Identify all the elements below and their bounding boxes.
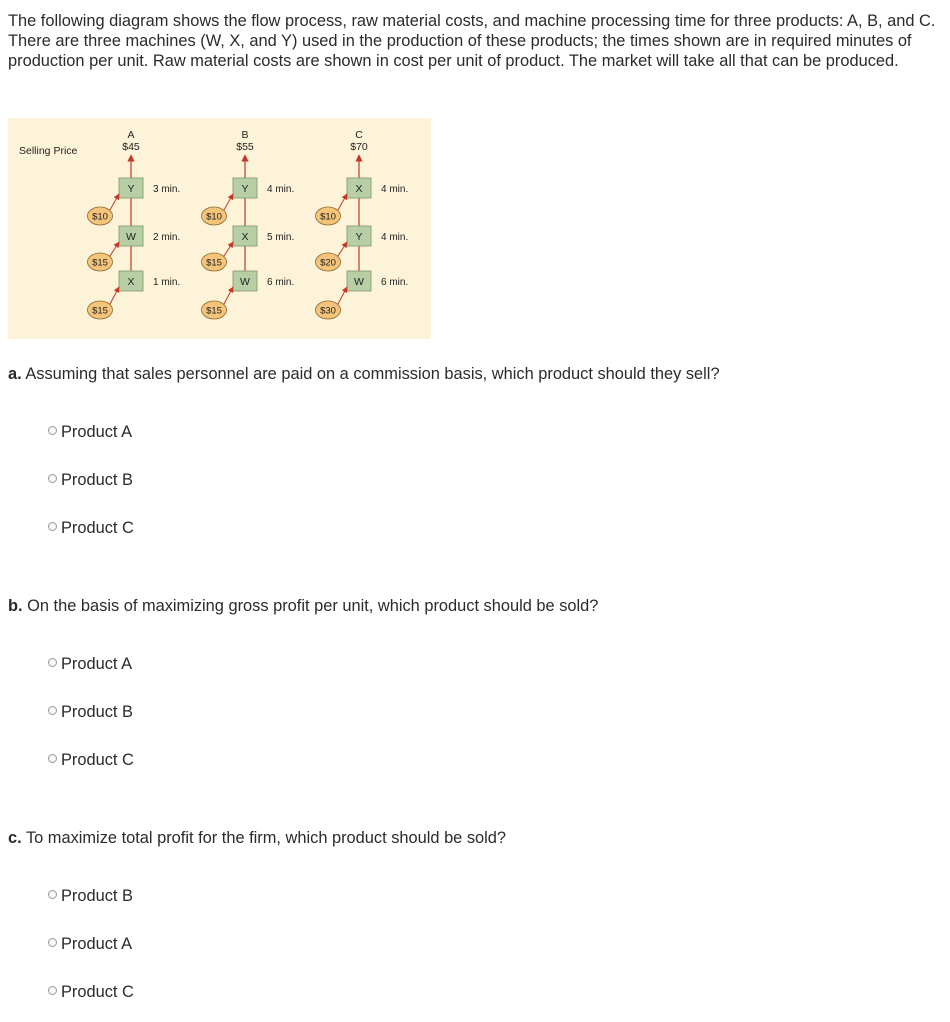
radio-button[interactable] <box>48 890 57 899</box>
processing-time: 4 min. <box>381 184 409 195</box>
radio-button[interactable] <box>48 986 57 995</box>
question-c-option-3[interactable]: Product C <box>48 983 134 1002</box>
intro-text: The following diagram shows the flow process, raw material costs, and machine processing time for three products: A, B, and C. There are three machines (W, X, and Y) used in the production of these products; the times shown are in required minutes of production per unit. Raw material costs are shown in cost per unit of product. The market will take all that can be produced. <box>8 12 936 70</box>
machine-y-label: Y <box>355 231 363 243</box>
question-a-option-2[interactable]: Product B <box>48 471 133 490</box>
selling-price-label: Selling Price <box>19 145 78 157</box>
radio-button[interactable] <box>48 754 57 763</box>
material-arrow <box>224 287 233 304</box>
material-arrow <box>224 242 233 256</box>
radio-button[interactable] <box>48 658 57 667</box>
product-b-price: $55 <box>236 141 254 153</box>
material-cost-label: $10 <box>92 211 108 223</box>
material-arrow <box>110 242 119 256</box>
product-c-name: C <box>355 129 363 141</box>
material-arrow <box>110 194 119 210</box>
processing-time: 6 min. <box>267 277 295 288</box>
material-cost-label: $15 <box>206 305 222 317</box>
question-b-option-3[interactable]: Product C <box>48 751 134 770</box>
material-cost-label: $15 <box>92 305 108 317</box>
product-b-name: B <box>241 129 249 141</box>
radio-button[interactable] <box>48 474 57 483</box>
flow-diagram-svg <box>8 118 431 339</box>
processing-time: 1 min. <box>153 277 181 288</box>
processing-time: 6 min. <box>381 277 409 288</box>
material-arrow <box>338 287 347 304</box>
question-a-option-1[interactable]: Product A <box>48 423 132 442</box>
processing-time: 3 min. <box>153 184 181 195</box>
processing-time: 5 min. <box>267 232 295 243</box>
machine-x-label: X <box>241 231 249 243</box>
machine-y-label: Y <box>127 183 135 195</box>
question-c-option-2[interactable]: Product A <box>48 935 132 954</box>
machine-x-label: X <box>127 276 135 288</box>
machine-w-label: W <box>354 276 364 288</box>
machine-w-label: W <box>126 231 136 243</box>
material-arrow <box>110 287 119 304</box>
material-cost-label: $10 <box>206 211 222 223</box>
material-cost-label: $20 <box>320 257 336 269</box>
question-a-option-3[interactable]: Product C <box>48 519 134 538</box>
material-cost-label: $15 <box>206 257 222 269</box>
radio-button[interactable] <box>48 706 57 715</box>
question-a: a. Assuming that sales personnel are paid on a commission basis, which product should they sell? <box>8 365 720 383</box>
product-c-price: $70 <box>350 141 368 153</box>
processing-time: 2 min. <box>153 232 181 243</box>
question-b: b. On the basis of maximizing gross profit per unit, which product should be sold? <box>8 597 599 615</box>
material-cost-label: $10 <box>320 211 336 223</box>
material-arrow <box>338 242 347 256</box>
question-b-option-2[interactable]: Product B <box>48 703 133 722</box>
machine-w-label: W <box>240 276 250 288</box>
flow-diagram <box>8 118 431 339</box>
radio-button[interactable] <box>48 426 57 435</box>
question-c-option-1[interactable]: Product B <box>48 887 133 906</box>
question-c: c. To maximize total profit for the firm, which product should be sold? <box>8 829 507 847</box>
material-cost-label: $15 <box>92 257 108 269</box>
question-b-option-1[interactable]: Product A <box>48 655 132 674</box>
processing-time: 4 min. <box>267 184 295 195</box>
machine-y-label: Y <box>241 183 249 195</box>
processing-time: 4 min. <box>381 232 409 243</box>
material-arrow <box>338 194 347 210</box>
machine-x-label: X <box>355 183 363 195</box>
radio-button[interactable] <box>48 522 57 531</box>
material-arrow <box>224 194 233 210</box>
radio-button[interactable] <box>48 938 57 947</box>
product-a-price: $45 <box>122 141 140 153</box>
product-a-name: A <box>127 129 135 141</box>
material-cost-label: $30 <box>320 305 336 317</box>
